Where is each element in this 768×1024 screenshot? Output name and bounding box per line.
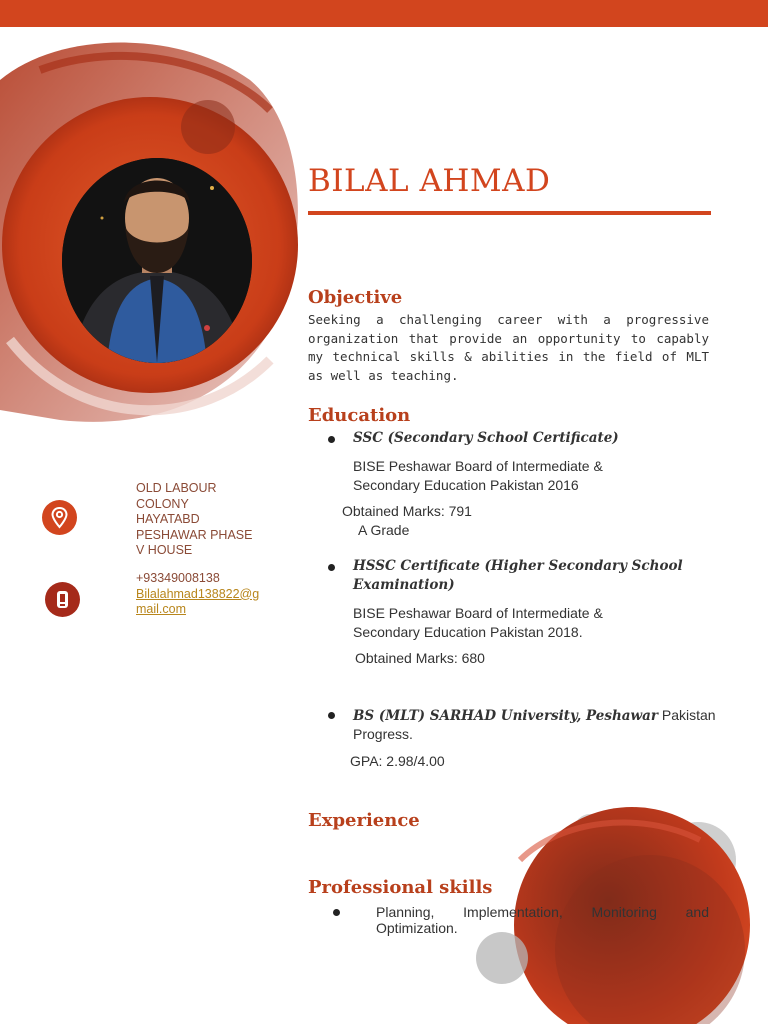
hssc-board-line1: BISE Peshawar Board of Intermediate & [353,605,603,621]
skills-heading: Professional skills [308,877,493,898]
bs-title: BS (MLT) SARHAD University, Peshawar [353,708,658,724]
phone-icon [45,582,80,617]
skill-item: Planning, Implementation, Monitoring and Optimization. [376,904,709,936]
hssc-marks: Obtained Marks: 680 [355,650,485,666]
bullet [328,436,335,443]
bullet [328,712,335,719]
objective-heading: Objective [308,287,403,308]
bullet [328,564,335,571]
address-line: HAYATABD [136,512,200,527]
address-line: PESHAWAR PHASE [136,527,253,542]
bullet [333,909,340,916]
address-line: V HOUSE [136,543,193,558]
ssc-marks: Obtained Marks: 791 [342,503,472,519]
education-heading: Education [308,405,411,426]
bs-title-rest: Pakistan [658,707,716,723]
hssc-board-line2: Secondary Education Pakistan 2018. [353,624,583,640]
experience-heading: Experience [308,810,420,831]
ssc-board-line2: Secondary Education Pakistan 2016 [353,477,579,493]
hssc-title-line2: Examination) [353,577,455,593]
email-link-line1[interactable]: Bilalahmad138822@g [136,586,260,601]
ssc-board-line1: BISE Peshawar Board of Intermediate & [353,458,603,474]
ssc-grade: A Grade [358,522,410,538]
phone-email-block [136,571,259,618]
address-block [136,481,252,559]
objective-text: Seeking a challenging career with a progressive organization that provide an opportunity to capably my technical skills & abilities in the field of MLT as well as teaching. [308,312,709,383]
candidate-name: BILAL AHMAD [308,163,551,199]
bs-gpa: GPA: 2.98/4.00 [350,753,445,769]
bs-status: Progress. [353,726,413,742]
location-pin-icon [42,500,77,535]
profile-photo [62,158,252,363]
name-underline [308,211,711,215]
phone-number: +93349008138 [136,571,220,585]
email-link-line2[interactable]: mail.com [136,602,187,617]
ssc-title: SSC (Secondary School Certificate) [353,430,619,446]
hssc-title-line1: HSSC Certificate (Higher Secondary School [353,558,683,574]
address-line: COLONY [136,496,189,511]
address-line: OLD LABOUR [136,481,217,495]
bs-title-line [353,706,716,725]
